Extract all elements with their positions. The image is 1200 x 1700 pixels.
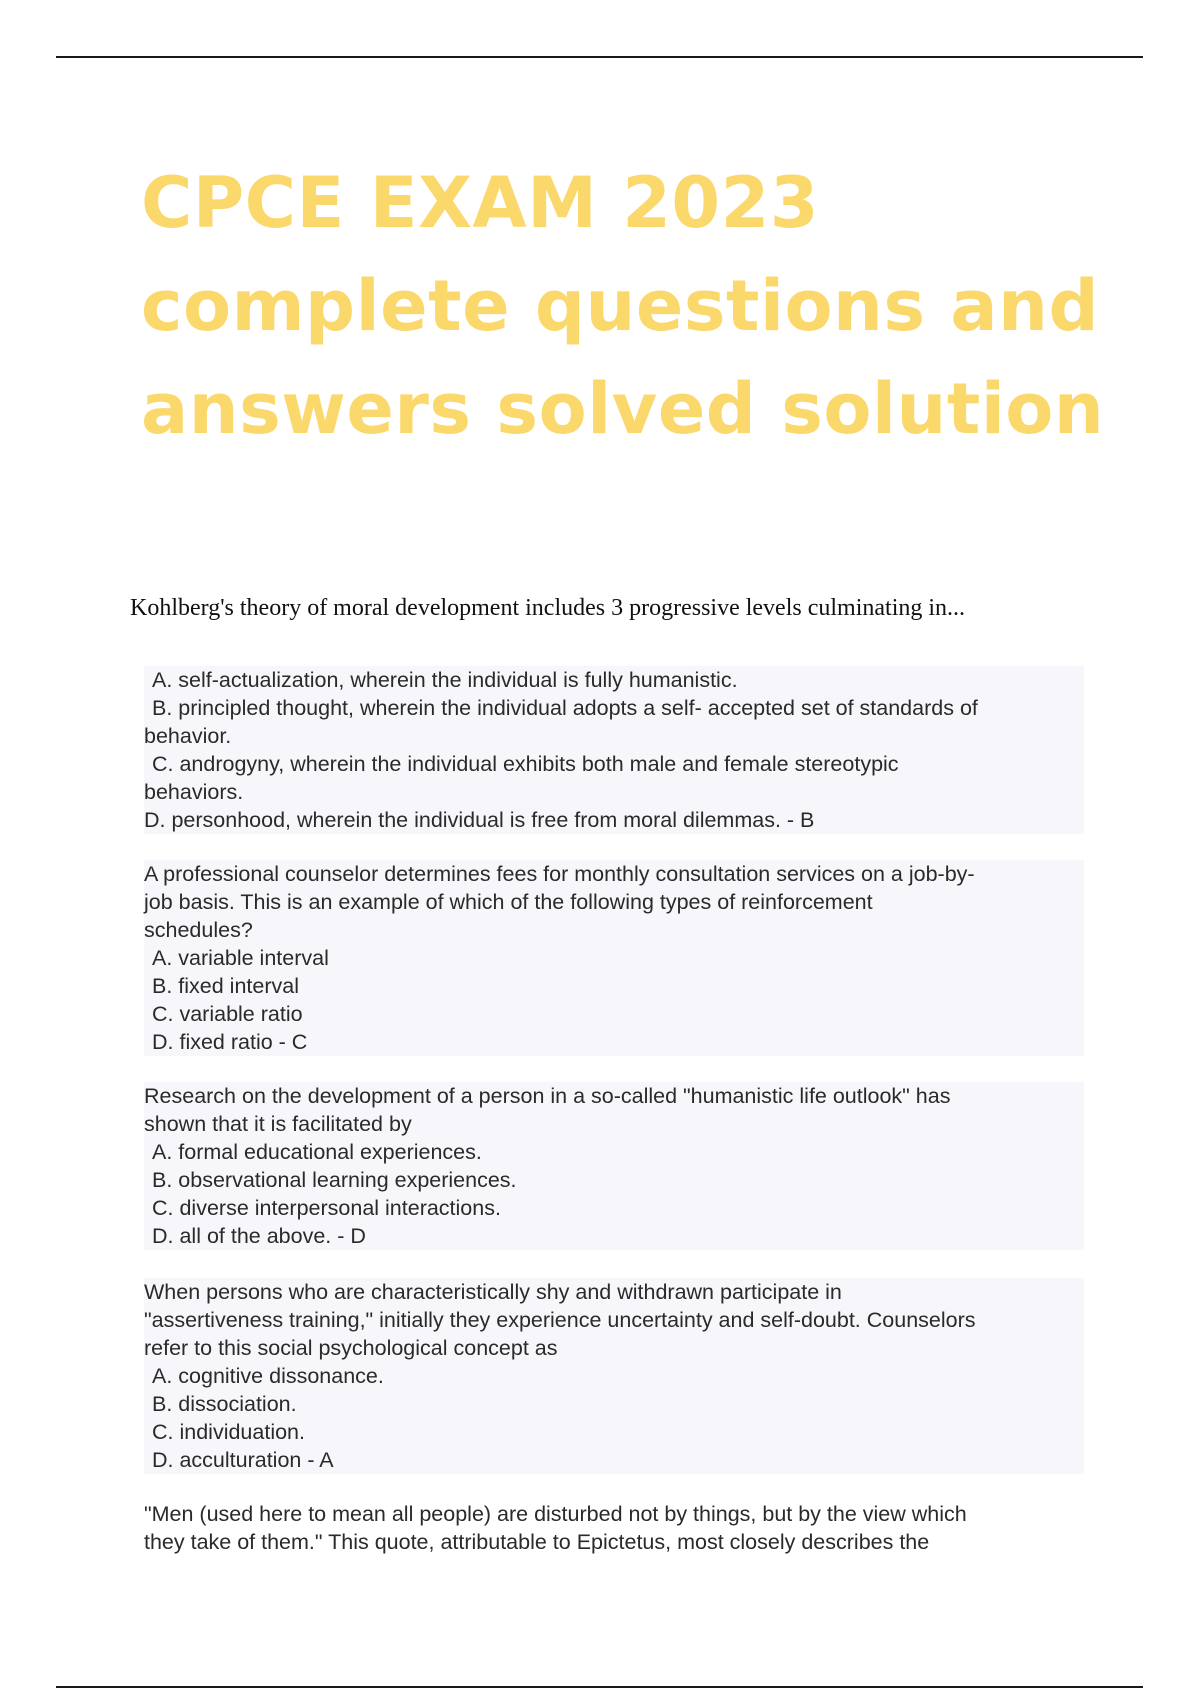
- option: D. personhood, wherein the individual is free from moral dilemmas. - B: [144, 808, 815, 832]
- bottom-rule: [56, 1686, 1143, 1688]
- option: D. all of the above. - D: [152, 1224, 366, 1248]
- question-2: [144, 860, 1084, 1056]
- option: A. formal educational experiences.: [152, 1140, 482, 1164]
- option: B. fixed interval: [152, 974, 299, 998]
- document-title: [141, 152, 1141, 461]
- question-stem-line: they take of them." This quote, attributable to Epictetus, most closely describes the: [144, 1530, 930, 1554]
- option: B. dissociation.: [152, 1392, 297, 1416]
- top-rule: [56, 56, 1143, 58]
- option: C. variable ratio: [152, 1002, 303, 1026]
- title-line-1: CPCE EXAM 2023: [141, 162, 820, 244]
- option-continuation: behavior.: [144, 724, 232, 748]
- question-1-stem: Kohlberg's theory of moral development includes 3 progressive levels culminating in...: [130, 595, 966, 621]
- option: D. acculturation - A: [152, 1448, 334, 1472]
- question-stem-line: shown that it is facilitated by: [144, 1112, 412, 1136]
- question-stem-line: Research on the development of a person in a so-called "humanistic life outlook" has: [144, 1084, 951, 1108]
- question-3: [144, 1082, 1084, 1250]
- option: B. principled thought, wherein the individual adopts a self- accepted set of standards of: [152, 696, 978, 720]
- question-1-options: [144, 666, 1084, 834]
- option: B. observational learning experiences.: [152, 1168, 517, 1192]
- question-4: [144, 1278, 1084, 1474]
- question-stem-line: job basis. This is an example of which of the following types of reinforcement: [144, 890, 873, 914]
- question-stem-line: A professional counselor determines fees for monthly consultation services on a job-by-: [144, 862, 975, 886]
- option-continuation: behaviors.: [144, 780, 244, 804]
- question-stem-line: schedules?: [144, 918, 253, 942]
- option: C. diverse interpersonal interactions.: [152, 1196, 501, 1220]
- option: A. variable interval: [152, 946, 329, 970]
- option: C. androgyny, wherein the individual exhibits both male and female stereotypic: [152, 752, 899, 776]
- question-stem-line: refer to this social psychological concept as: [144, 1336, 558, 1360]
- question-stem-line: "assertiveness training," initially they experience uncertainty and self-doubt. Counselors: [144, 1308, 976, 1332]
- question-stem-line: When persons who are characteristically shy and withdrawn participate in: [144, 1280, 842, 1304]
- option: A. cognitive dissonance.: [152, 1364, 384, 1388]
- question-stem-line: "Men (used here to mean all people) are disturbed not by things, but by the view which: [144, 1502, 967, 1526]
- title-line-3: answers solved solution: [141, 368, 1105, 450]
- option: A. self-actualization, wherein the individual is fully humanistic.: [152, 668, 738, 692]
- option: C. individuation.: [152, 1420, 305, 1444]
- question-5: [144, 1500, 1084, 1556]
- title-line-2: complete questions and: [141, 265, 1100, 347]
- option: D. fixed ratio - C: [152, 1030, 308, 1054]
